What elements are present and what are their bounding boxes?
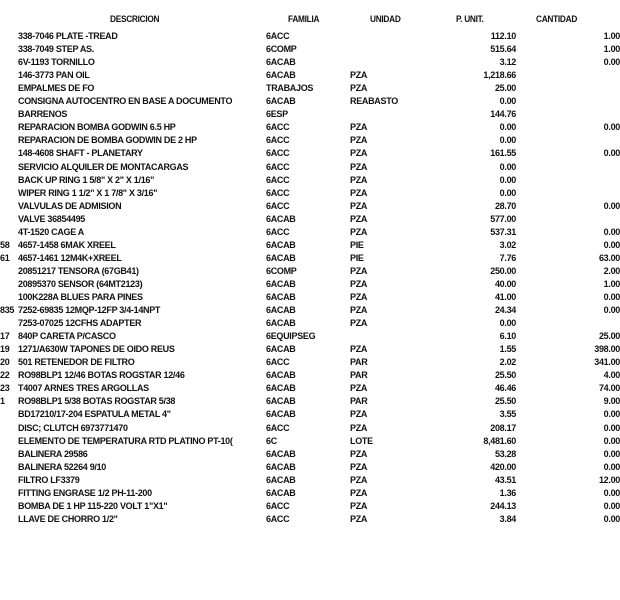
row-description: 148-4608 SHAFT - PLANETARY	[18, 148, 143, 159]
row-familia: 6EQUIPSEG	[266, 331, 316, 342]
row-familia: 6ACAB	[266, 292, 296, 302]
row-familia: 6ACC	[266, 422, 290, 433]
row-description: 7252-69835 12MQP-12FP 3/4-14NPT	[18, 305, 161, 316]
row-precio-unitario: 112.10	[490, 31, 516, 41]
row-unidad: PAR	[350, 396, 368, 407]
row-cantidad: 0.00	[603, 513, 620, 524]
row-familia: 6ACAB	[266, 409, 296, 420]
row-index: 23	[0, 383, 10, 394]
row-unidad: PAR	[350, 370, 368, 381]
row-description: BARRENOS	[18, 109, 68, 120]
table-row	[0, 461, 620, 474]
row-familia: 6ACAB	[266, 70, 296, 81]
row-index: 58	[0, 239, 10, 250]
table-row	[0, 121, 620, 134]
table-row	[0, 513, 620, 526]
row-unidad: PZA	[350, 409, 368, 420]
header-familia: FAMILIA	[288, 14, 320, 24]
row-familia: 6ACAB	[266, 252, 296, 263]
row-index: 22	[0, 370, 10, 381]
row-unidad: PZA	[350, 135, 368, 146]
row-unidad: PZA	[350, 500, 368, 511]
row-familia: 6ESP	[266, 109, 288, 120]
row-precio-unitario: 41.00	[494, 292, 516, 302]
table-row	[0, 356, 620, 369]
table-row	[0, 108, 600, 121]
row-familia: 6ACC	[266, 174, 290, 185]
row-precio-unitario: 577.00	[490, 213, 516, 224]
table-row	[0, 161, 600, 174]
row-familia: 6ACAB	[266, 461, 296, 472]
row-familia: 6ACAB	[266, 396, 296, 407]
row-unidad: PZA	[350, 83, 368, 94]
row-unidad: PZA	[350, 265, 368, 276]
row-familia: 6ACC	[266, 148, 290, 159]
row-familia: 6ACC	[266, 161, 290, 172]
table-row	[0, 43, 620, 56]
row-description: WIPER RING 1 1/2" X 1 7/8" X 3/16"	[18, 187, 158, 198]
row-description: 338-7046 PLATE -TREAD	[18, 31, 118, 41]
row-familia: 6ACC	[266, 357, 290, 368]
row-precio-unitario: 1,218.66	[483, 70, 516, 81]
row-precio-unitario: 28.70	[494, 200, 516, 211]
table-row	[0, 304, 620, 317]
table-row	[0, 69, 600, 82]
row-description: 501 RETENEDOR DE FILTRO	[18, 357, 135, 368]
row-precio-unitario: 515.64	[490, 44, 516, 55]
row-cantidad: 9.00	[603, 396, 620, 407]
row-description: BOMBA DE 1 HP 115-220 VOLT 1"X1"	[18, 500, 168, 511]
row-precio-unitario: 1.36	[499, 487, 516, 498]
row-precio-unitario: 3.55	[499, 409, 516, 420]
row-precio-unitario: 144.76	[490, 109, 516, 120]
row-unidad: PZA	[350, 487, 368, 498]
row-precio-unitario: 3.02	[499, 239, 516, 250]
row-description: SERVICIO ALQUILER DE MONTACARGAS	[18, 161, 189, 172]
header-descripcion: DESCRICION	[110, 14, 160, 24]
row-precio-unitario: 46.46	[494, 383, 516, 394]
row-cantidad: 0.00	[603, 461, 620, 472]
row-precio-unitario: 0.00	[499, 122, 516, 133]
row-precio-unitario: 537.31	[490, 226, 516, 237]
table-row	[0, 317, 600, 330]
row-precio-unitario: 8,481.60	[483, 435, 516, 446]
table-row	[0, 82, 600, 95]
row-precio-unitario: 3.84	[499, 513, 516, 524]
row-description: EMPALMES DE FO	[18, 83, 95, 94]
table-row	[0, 487, 620, 500]
table-row	[0, 500, 620, 513]
table-row	[0, 408, 620, 421]
header-cantidad: CANTIDAD	[536, 14, 578, 24]
row-unidad: PZA	[350, 318, 368, 329]
row-familia: 6ACAB	[266, 318, 296, 329]
row-precio-unitario: 25.50	[494, 396, 516, 407]
row-cantidad: 0.00	[603, 500, 620, 511]
row-familia: 6ACC	[266, 31, 290, 41]
row-familia: 6ACC	[266, 500, 290, 511]
row-familia: 6ACC	[266, 187, 290, 198]
row-description: FILTRO LF3379	[18, 474, 80, 485]
row-precio-unitario: 25.50	[494, 370, 516, 381]
table-row	[0, 187, 600, 200]
row-index: 17	[0, 331, 10, 342]
row-unidad: REABASTO	[350, 96, 398, 107]
row-familia: TRABAJOS	[266, 83, 314, 94]
row-description: 338-7049 STEP AS.	[18, 44, 94, 55]
table-row	[0, 226, 620, 239]
row-familia: 6ACAB	[266, 213, 296, 224]
row-familia: 6ACC	[266, 200, 290, 211]
row-precio-unitario: 53.28	[494, 448, 516, 459]
row-description: 1271/A630W TAPONES DE OIDO REUS	[18, 344, 175, 355]
row-familia: 6ACAB	[266, 96, 296, 107]
table-row	[0, 213, 600, 226]
row-unidad: LOTE	[350, 435, 373, 446]
row-precio-unitario: 43.51	[494, 474, 516, 485]
row-description: REPARACION BOMBA GODWIN 6.5 HP	[18, 122, 176, 133]
table-row	[0, 278, 620, 291]
row-familia: 6COMP	[266, 44, 297, 55]
table-row	[0, 134, 600, 147]
row-unidad: PZA	[350, 461, 368, 472]
row-index: 835	[0, 305, 15, 316]
row-description: RO98BLP1 5/38 BOTAS ROGSTAR 5/38	[18, 396, 176, 407]
row-description: DISC; CLUTCH 6973771470	[18, 422, 128, 433]
row-cantidad: 341.00	[594, 357, 620, 368]
row-description: VALVE 36854495	[18, 213, 86, 224]
row-unidad: PIE	[350, 252, 364, 263]
row-cantidad: 0.00	[603, 239, 620, 250]
row-description: CONSIGNA AUTOCENTRO EN BASE A DOCUMENTO	[18, 96, 233, 107]
table-row	[0, 330, 620, 343]
row-cantidad: 0.00	[603, 200, 620, 211]
row-familia: 6ACC	[266, 122, 290, 133]
row-unidad: PZA	[350, 213, 368, 224]
row-index: 1	[0, 396, 5, 407]
row-precio-unitario: 420.00	[490, 461, 516, 472]
row-cantidad: 0.00	[603, 422, 620, 433]
row-cantidad: 0.00	[603, 148, 620, 159]
row-description: 6V-1193 TORNILLO	[18, 57, 95, 68]
row-cantidad: 0.00	[603, 292, 620, 302]
row-familia: 6COMP	[266, 265, 297, 276]
row-cantidad: 0.00	[603, 409, 620, 420]
row-description: 7253-07025 12CFHS ADAPTER	[18, 318, 142, 329]
row-cantidad: 74.00	[598, 383, 620, 394]
row-familia: 6ACC	[266, 513, 290, 524]
row-cantidad: 0.00	[603, 57, 620, 68]
row-description: BALINERA 29586	[18, 448, 88, 459]
header-unidad: UNIDAD	[370, 14, 401, 24]
table-row	[0, 239, 620, 252]
row-cantidad: 4.00	[603, 370, 620, 381]
row-familia: 6ACAB	[266, 370, 296, 381]
row-unidad: PZA	[350, 226, 368, 237]
row-cantidad: 398.00	[594, 344, 620, 355]
row-unidad: PZA	[350, 148, 368, 159]
table-row	[0, 30, 620, 43]
table-row	[0, 174, 600, 187]
row-unidad: PZA	[350, 187, 368, 198]
row-unidad: PZA	[350, 344, 368, 355]
row-index: 61	[0, 252, 10, 263]
row-precio-unitario: 0.00	[499, 96, 516, 107]
row-cantidad: 63.00	[598, 252, 620, 263]
row-precio-unitario: 25.00	[494, 83, 516, 94]
row-familia: 6ACAB	[266, 278, 296, 289]
row-cantidad: 0.00	[603, 448, 620, 459]
row-cantidad: 0.00	[603, 435, 620, 446]
row-precio-unitario: 40.00	[494, 278, 516, 289]
row-familia: 6ACAB	[266, 239, 296, 250]
row-unidad: PZA	[350, 278, 368, 289]
table-row	[0, 200, 620, 213]
row-unidad: PZA	[350, 448, 368, 459]
table-row	[0, 435, 620, 448]
row-cantidad: 0.00	[603, 487, 620, 498]
table-row	[0, 369, 620, 382]
row-cantidad: 0.00	[603, 226, 620, 237]
row-familia: 6ACAB	[266, 474, 296, 485]
row-description: LLAVE DE CHORRO 1/2"	[18, 513, 118, 524]
row-cantidad: 2.00	[603, 265, 620, 276]
table-row	[0, 343, 620, 356]
row-cantidad: 1.00	[603, 31, 620, 41]
row-precio-unitario: 161.55	[490, 148, 516, 159]
row-description: 100K228A BLUES PARA PINES	[18, 292, 143, 302]
row-unidad: PZA	[350, 383, 368, 394]
row-description: 20895370 SENSOR (64MT2123)	[18, 278, 143, 289]
row-familia: 6C	[266, 435, 277, 446]
row-description: BACK UP RING 1 5/8" X 2" X 1/16"	[18, 174, 155, 185]
row-description: ELEMENTO DE TEMPERATURA RTD PLATINO PT-10(	[18, 435, 233, 446]
table-row	[0, 252, 620, 265]
row-description: T4007 ARNES TRES ARGOLLAS	[18, 383, 149, 394]
row-familia: 6ACAB	[266, 448, 296, 459]
row-familia: 6ACAB	[266, 344, 296, 355]
header-p-unit: P. UNIT.	[456, 14, 484, 24]
row-precio-unitario: 0.00	[499, 161, 516, 172]
row-cantidad: 1.00	[603, 44, 620, 55]
row-description: 840P CARETA P/CASCO	[18, 331, 116, 342]
row-precio-unitario: 24.34	[494, 305, 516, 316]
table-row	[0, 448, 620, 461]
row-description: 4657-1458 6MAK XREEL	[18, 239, 116, 250]
table-row	[0, 147, 620, 160]
row-description: BALINERA 52264 9/10	[18, 461, 107, 472]
row-description: RO98BLP1 12/46 BOTAS ROGSTAR 12/46	[18, 370, 185, 381]
row-unidad: PZA	[350, 70, 368, 81]
row-index: 20	[0, 357, 10, 368]
row-index: 19	[0, 344, 10, 355]
row-precio-unitario: 0.00	[499, 318, 516, 329]
row-precio-unitario: 0.00	[499, 135, 516, 146]
row-unidad: PZA	[350, 161, 368, 172]
table-row	[0, 291, 620, 304]
row-precio-unitario: 208.17	[490, 422, 516, 433]
row-familia: 6ACAB	[266, 383, 296, 394]
table-row	[0, 56, 620, 69]
row-cantidad: 25.00	[598, 331, 620, 342]
row-precio-unitario: 0.00	[499, 187, 516, 198]
row-unidad: PZA	[350, 292, 368, 302]
row-unidad: PZA	[350, 174, 368, 185]
row-cantidad: 1.00	[603, 278, 620, 289]
row-precio-unitario: 2.02	[499, 357, 516, 368]
row-precio-unitario: 244.13	[490, 500, 516, 511]
row-cantidad: 0.00	[603, 122, 620, 133]
row-familia: 6ACAB	[266, 57, 296, 68]
table-row	[0, 95, 600, 108]
row-unidad: PZA	[350, 474, 368, 485]
row-precio-unitario: 1.55	[499, 344, 516, 355]
row-description: BD17210/17-204 ESPATULA METAL 4"	[18, 409, 171, 420]
row-description: VALVULAS DE ADMISION	[18, 200, 122, 211]
table-row	[0, 474, 620, 487]
table-row	[0, 422, 620, 435]
row-precio-unitario: 6.10	[499, 331, 516, 342]
row-familia: 6ACC	[266, 226, 290, 237]
row-unidad: PZA	[350, 422, 368, 433]
row-unidad: PIE	[350, 239, 364, 250]
table-row	[0, 395, 620, 408]
row-familia: 6ACAB	[266, 487, 296, 498]
row-cantidad: 12.00	[598, 474, 620, 485]
table-row	[0, 265, 620, 278]
row-unidad: PZA	[350, 513, 368, 524]
row-precio-unitario: 7.76	[499, 252, 516, 263]
row-description: REPARACION DE BOMBA GODWIN DE 2 HP	[18, 135, 197, 146]
row-unidad: PZA	[350, 305, 368, 316]
row-description: 20851217 TENSORA (67GB41)	[18, 265, 139, 276]
table-row	[0, 382, 620, 395]
row-precio-unitario: 250.00	[490, 265, 516, 276]
row-precio-unitario: 3.12	[499, 57, 516, 68]
row-description: FITTING ENGRASE 1/2 PH-11-200	[18, 487, 152, 498]
row-description: 146-3773 PAN OIL	[18, 70, 90, 81]
row-description: 4T-1520 CAGE A	[18, 226, 84, 237]
row-cantidad: 0.00	[603, 305, 620, 316]
row-familia: 6ACC	[266, 135, 290, 146]
row-unidad: PAR	[350, 357, 368, 368]
row-unidad: PZA	[350, 122, 368, 133]
row-unidad: PZA	[350, 200, 368, 211]
row-familia: 6ACAB	[266, 305, 296, 316]
row-precio-unitario: 0.00	[499, 174, 516, 185]
row-description: 4657-1461 12M4K+XREEL	[18, 252, 122, 263]
